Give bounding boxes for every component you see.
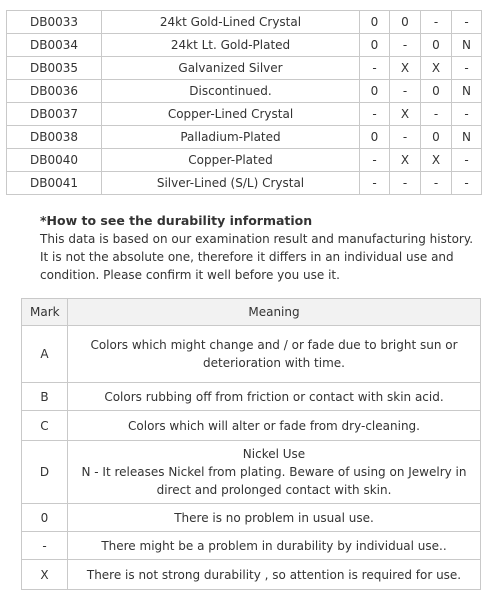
mark-cell: -	[360, 149, 390, 172]
mark-cell: -	[360, 103, 390, 126]
legend-row	[22, 383, 481, 411]
color-code: DB0035	[7, 57, 102, 80]
legend-row	[22, 411, 481, 441]
color-code: DB0037	[7, 103, 102, 126]
mark-cell: -	[421, 11, 452, 34]
durability-info-heading: *How to see the durability information	[40, 213, 313, 228]
legend-header-meaning: Meaning	[68, 299, 481, 326]
mark-cell: X	[390, 103, 421, 126]
color-code: DB0040	[7, 149, 102, 172]
mark-cell: N	[452, 80, 482, 103]
mark-cell: 0	[421, 80, 452, 103]
mark-cell: -	[452, 57, 482, 80]
durability-info-body: This data is based on our examination result and manufacturing history. It is not the absolute one, therefore it differs in an individual use and condition. Please confirm it well before you use it.	[40, 232, 474, 282]
mark-cell: N	[452, 34, 482, 57]
legend-meaning-text: N - It releases Nickel from plating. Beware of using on Jewelry in direct and prolonged contact with skin.	[81, 465, 467, 497]
mark-cell: -	[390, 80, 421, 103]
mark-cell: -	[421, 103, 452, 126]
table-row	[7, 34, 482, 57]
legend-meaning	[68, 441, 481, 504]
legend-mark: B	[22, 383, 68, 411]
color-code: DB0041	[7, 172, 102, 195]
mark-cell: X	[390, 149, 421, 172]
legend-meaning: Colors which might change and / or fade due to bright sun or deterioration with time.	[68, 326, 481, 383]
legend-meaning: There might be a problem in durability by individual use..	[68, 532, 481, 560]
table-row	[7, 80, 482, 103]
color-code: DB0038	[7, 126, 102, 149]
color-name: 24kt Gold-Lined Crystal	[102, 11, 360, 34]
mark-cell: -	[390, 126, 421, 149]
mark-cell: X	[421, 149, 452, 172]
table-row	[7, 57, 482, 80]
mark-cell: -	[452, 11, 482, 34]
legend-mark: C	[22, 411, 68, 441]
legend-mark: A	[22, 326, 68, 383]
durability-info	[40, 212, 480, 284]
table-row	[7, 103, 482, 126]
mark-cell: 0	[360, 11, 390, 34]
mark-cell: -	[390, 172, 421, 195]
color-name: Copper-Plated	[102, 149, 360, 172]
legend-meaning: Colors which will alter or fade from dry-cleaning.	[68, 411, 481, 441]
color-durability-table	[6, 10, 482, 195]
color-name: Palladium-Plated	[102, 126, 360, 149]
table-row	[7, 149, 482, 172]
color-name: 24kt Lt. Gold-Plated	[102, 34, 360, 57]
legend-header-mark: Mark	[22, 299, 68, 326]
legend-row	[22, 560, 481, 590]
legend-meaning: There is no problem in usual use.	[68, 504, 481, 532]
legend-row	[22, 532, 481, 560]
legend-row	[22, 326, 481, 383]
table-row	[7, 11, 482, 34]
legend-table	[21, 298, 481, 590]
mark-cell: 0	[360, 126, 390, 149]
legend-row	[22, 441, 481, 504]
table-row	[7, 172, 482, 195]
color-name: Discontinued.	[102, 80, 360, 103]
mark-cell: -	[452, 172, 482, 195]
legend-meaning-title: Nickel Use	[242, 447, 306, 461]
legend-mark: -	[22, 532, 68, 560]
mark-cell: 0	[421, 126, 452, 149]
color-name: Copper-Lined Crystal	[102, 103, 360, 126]
legend-row	[22, 504, 481, 532]
mark-cell: N	[452, 126, 482, 149]
legend-mark: D	[22, 441, 68, 504]
mark-cell: -	[421, 172, 452, 195]
mark-cell: 0	[390, 11, 421, 34]
table-row	[7, 126, 482, 149]
color-name: Silver-Lined (S/L) Crystal	[102, 172, 360, 195]
mark-cell: 0	[421, 34, 452, 57]
mark-cell: -	[360, 57, 390, 80]
mark-cell: 0	[360, 34, 390, 57]
mark-cell: -	[390, 34, 421, 57]
legend-meaning: There is not strong durability , so attention is required for use.	[68, 560, 481, 590]
color-code: DB0034	[7, 34, 102, 57]
color-name: Galvanized Silver	[102, 57, 360, 80]
legend-header-row	[22, 299, 481, 326]
mark-cell: -	[360, 172, 390, 195]
mark-cell: 0	[360, 80, 390, 103]
color-code: DB0036	[7, 80, 102, 103]
color-code: DB0033	[7, 11, 102, 34]
legend-meaning: Colors rubbing off from friction or contact with skin acid.	[68, 383, 481, 411]
mark-cell: -	[452, 149, 482, 172]
mark-cell: X	[421, 57, 452, 80]
legend-mark: X	[22, 560, 68, 590]
mark-cell: X	[390, 57, 421, 80]
mark-cell: -	[452, 103, 482, 126]
legend-mark: 0	[22, 504, 68, 532]
